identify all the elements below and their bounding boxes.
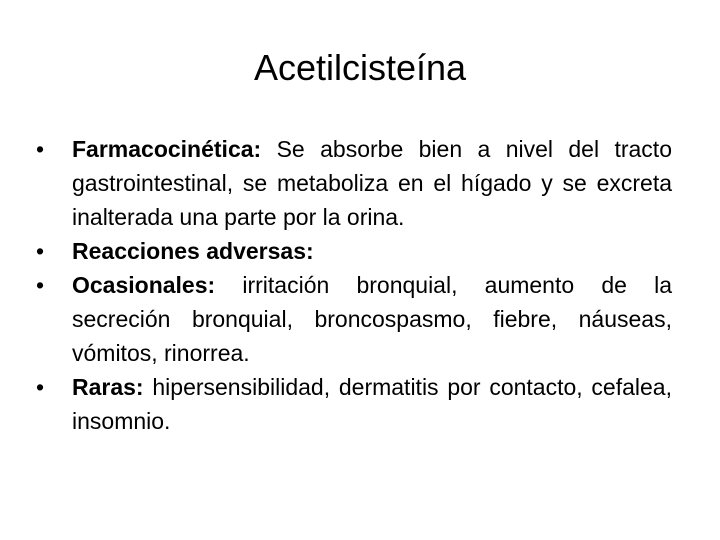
- bullet-dot-icon: •: [36, 272, 45, 298]
- slide-title: Acetilcisteína: [253, 47, 467, 88]
- bullet-dot-icon: •: [36, 238, 45, 264]
- bullet-dot-icon: •: [36, 374, 45, 400]
- bullet-label: Ocasionales:: [72, 272, 216, 298]
- bullet-ocasionales: [36, 268, 672, 370]
- bullet-list: [36, 132, 672, 438]
- bullet-label: Raras:: [72, 374, 144, 400]
- bullet-reacciones-adversas: [36, 234, 672, 268]
- bullet-text: hipersensibilidad, dermatitis por contacto, cefalea, insomnio.: [72, 374, 672, 434]
- bullet-text: irritación bronquial, aumento de la secreción bronquial, broncospasmo, fiebre, náuseas, vómitos, rinorrea.: [72, 272, 672, 366]
- bullet-label: Reacciones adversas:: [72, 238, 314, 264]
- bullet-raras: [36, 370, 672, 438]
- bullet-dot-icon: •: [36, 136, 45, 162]
- bullet-text: Se absorbe bien a nivel del tracto gastrointestinal, se metaboliza en el hígado y se excreta inalterada una parte por la orina.: [72, 136, 672, 230]
- bullet-label: Farmacocinética:: [72, 136, 262, 162]
- bullet-farmacocinetica: [36, 132, 672, 234]
